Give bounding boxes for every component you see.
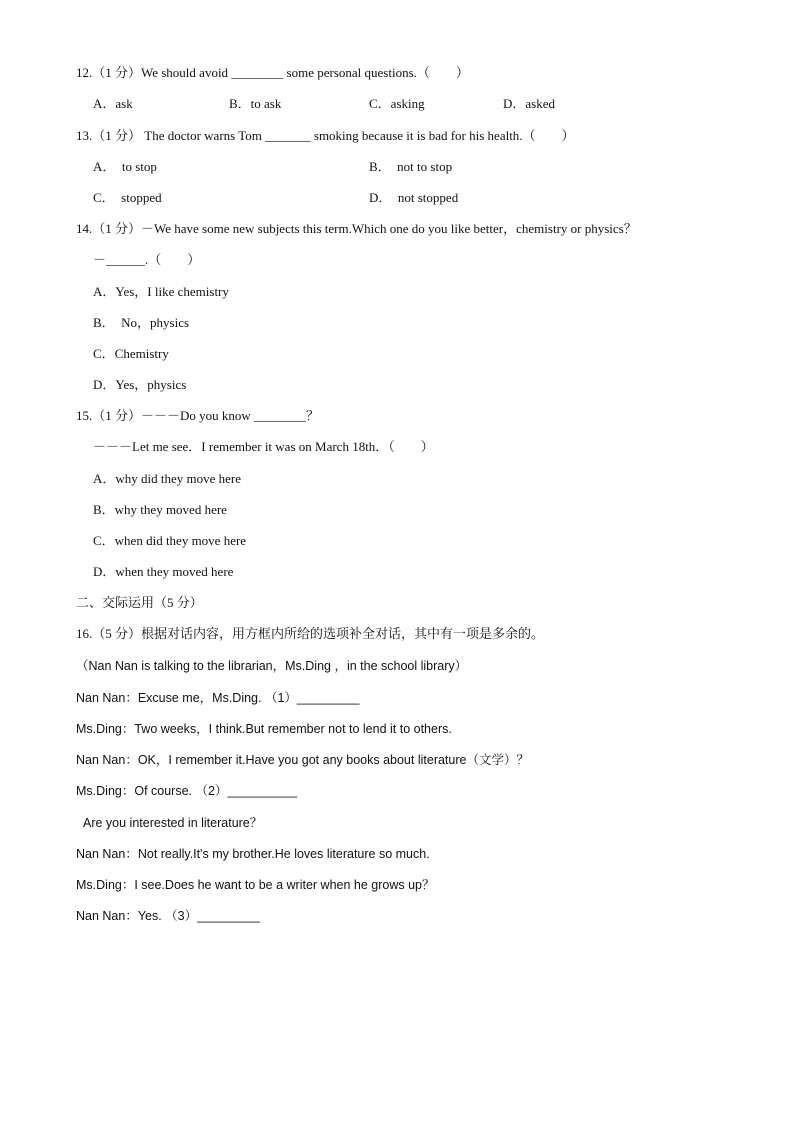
dialogue-line-2: Ms.Ding：Two weeks，I think.But remember not to lend it to others. — [76, 722, 452, 736]
q15-option-a: A．why did they move here — [93, 471, 242, 486]
q12-option-c: C．asking — [369, 96, 425, 111]
q15-stem-response: －－－Let me see．I remember it was on March 18th．（ ） — [93, 439, 434, 454]
q14-option-c: C．Chemistry — [93, 346, 169, 361]
q16-stem: 16.（5 分）根据对话内容，用方框内所给的选项补全对话，其中有一项是多余的。 — [76, 626, 545, 641]
q16-context: （Nan Nan is talking to the librarian，Ms.Ding ，in the school library） — [76, 659, 468, 673]
q13-option-b: B． not to stop — [369, 159, 453, 174]
q13-option-c: C． stopped — [93, 190, 162, 205]
q14-stem: 14.（1 分）－We have some new subjects this term.Which one do you like better，chemistry or physics？ — [76, 221, 637, 236]
q12-option-d: D．asked — [503, 96, 555, 111]
q12-stem: 12.（1 分）We should avoid ________ some personal questions.（ ） — [76, 65, 469, 80]
q14-option-d: D．Yes，physics — [93, 377, 187, 392]
q15-option-c: C．when did they move here — [93, 533, 247, 548]
q12-option-a: A．ask — [93, 96, 133, 111]
q13-option-d: D． not stopped — [369, 190, 459, 205]
dialogue-line-8: Nan Nan：Yes. （3）_________ — [76, 909, 260, 923]
dialogue-line-4: Ms.Ding：Of course. （2）__________ — [76, 784, 297, 798]
q14-option-a: A．Yes，I like chemistry — [93, 284, 229, 299]
q15-stem: 15.（1 分）－－－Do you know ________？ — [76, 408, 320, 423]
q14-option-b: B． No，physics — [93, 315, 190, 330]
q13-stem: 13.（1 分） The doctor warns Tom _______ smoking because it is bad for his health.（ ） — [76, 128, 575, 143]
dialogue-line-3: Nan Nan：OK，I remember it.Have you got any books about literature（文学）？ — [76, 753, 529, 767]
dialogue-line-7: Ms.Ding：I see.Does he want to be a writer when he grows up？ — [76, 878, 435, 892]
dialogue-line-5: Are you interested in literature？ — [83, 816, 263, 830]
q15-option-d: D．when they moved here — [93, 564, 234, 579]
q14-stem-response: －______.（ ） — [93, 252, 201, 267]
dialogue-line-1: Nan Nan：Excuse me，Ms.Ding. （1）_________ — [76, 691, 360, 705]
q15-option-b: B．why they moved here — [93, 502, 227, 517]
section-2-title: 二、交际运用（5 分） — [76, 595, 203, 610]
dialogue-line-6: Nan Nan：Not really.It's my brother.He loves literature so much. — [76, 847, 430, 861]
q12-option-b: B．to ask — [229, 96, 282, 111]
q13-option-a: A． to stop — [93, 159, 157, 174]
